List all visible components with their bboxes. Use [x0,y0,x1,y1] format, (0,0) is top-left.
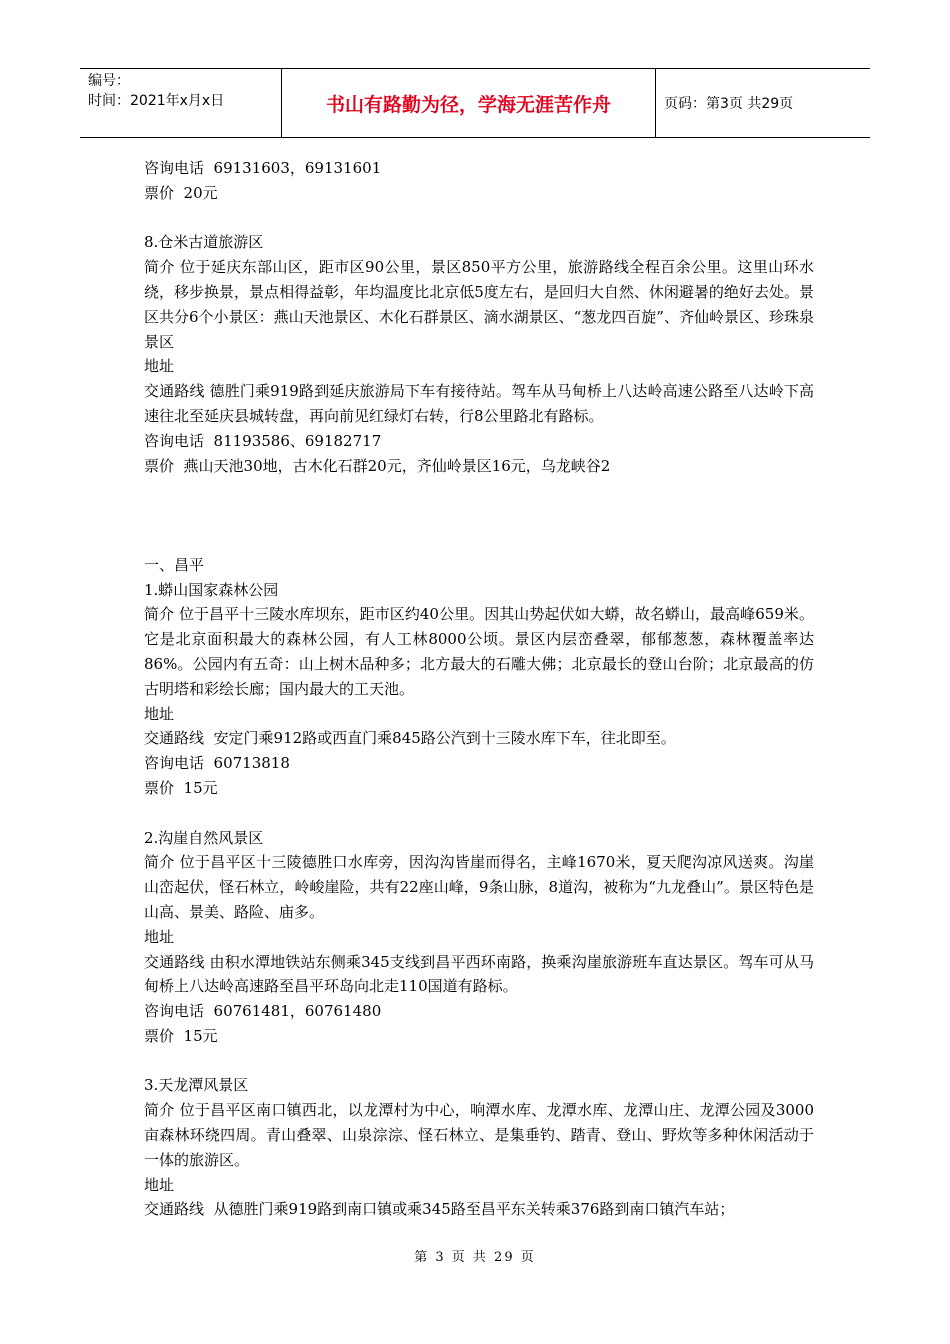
section-title: 2.沟崖自然风景区 [144,828,264,847]
header-meta [80,69,282,137]
intro-paragraph: 简介 位于延庆东部山区，距市区90公里，景区850平方公里，旅游路线全程百余公里。这里山环水绕，移步换景，景点相得益彰，年均温度比北京低5度左右，是回归大自然、休闲避暑的绝好去处。景区共分6个小景区：燕山天池景区、木化石群景区、滴水湖景区、“葱龙四百旋”、齐仙岭景区、珍珠泉景区 [144,258,814,351]
price-line: 票价 20元 [144,183,218,202]
price-line: 票价 燕山天池30地，古木化石群20元，齐仙岭景区16元，乌龙峡谷2 [144,456,611,475]
intro-paragraph: 简介 位于昌平十三陵水库坝东，距市区约40公里。因其山势起伏如大蟒，故名蟒山，最高峰659米。它是北京面积最大的森林公园，有人工林8000公顷。景区内层峦叠翠，郁郁葱葱，森林覆盖率达86%。公园内有五奇：山上树木品种多；北方最大的石雕大佛；北京最长的登山台阶；北京最高的仿古明塔和彩绘长廊；国内最大的工天池。 [144,605,814,698]
page-header [80,68,870,138]
page-footer: 第 3 页 共 29 页 [414,1250,536,1265]
phone-line: 咨询电话 60761481，60761480 [144,1002,382,1021]
header-page-code: 页码：第3页 共29页 [664,96,794,112]
route-paragraph: 交通路线 德胜门乘919路到延庆旅游局下车有接待站。驾车从马甸桥上八达岭高速公路至八达岭下高速往北至延庆县城转盘，再向前见红绿灯右转，行8公里路北有路标。 [144,382,814,425]
section-title: 8.仓米古道旅游区 [144,233,264,252]
doc-time-label: 时间：2021年x月x日 [88,93,225,109]
address-line: 地址 [144,704,175,723]
route-paragraph: 交通路线 由积水潭地铁站东侧乘345支线到昌平西环南路，换乘沟崖旅游班车直达景区。驾车可从马甸桥上八达岭高速路至昌平环岛向北走110国道有路标。 [144,952,814,996]
phone-line: 咨询电话 60713818 [144,754,290,773]
section-title: 1.蟒山国家森林公园 [144,580,279,599]
phone-line: 咨询电话 81193586、69182717 [144,431,382,450]
address-line: 地址 [144,927,175,946]
section-title: 3.天龙潭风景区 [144,1076,249,1095]
header-motto: 书山有路勤为径，学海无涯苦作舟 [282,69,656,137]
intro-paragraph: 简介 位于昌平区南口镇西北，以龙潭村为中心，响潭水库、龙潭水库、龙潭山庄、龙潭公园及3000亩森林环绕四周。青山叠翠、山泉淙淙、怪石林立、是集垂钓、踏青、登山、野炊等多种休闲活动于一体的旅游区。 [144,1101,814,1169]
region-heading: 一、昌平 [144,555,205,574]
price-line: 票价 15元 [144,778,218,797]
document-body [144,156,814,1222]
address-line: 地址 [144,1175,175,1194]
intro-paragraph: 简介 位于昌平区十三陵德胜口水库旁，因沟沟皆崖而得名，主峰1670米，夏天爬沟凉风送爽。沟崖山峦起伏，怪石林立，岭峻崖险，共有22座山峰，9条山脉，8道沟，被称为“九龙叠山”。景区特色是山高、景美、路险、庙多。 [144,853,814,921]
price-line: 票价 15元 [144,1026,218,1045]
phone-line: 咨询电话 69131603，69131601 [144,159,382,177]
route-line: 交通路线 安定门乘912路或西直门乘845路公汽到十三陵水库下车，往北即至。 [144,729,676,748]
address-line: 地址 [144,357,175,376]
route-line: 交通路线 从德胜门乘919路到南口镇或乘345路至昌平东关转乘376路到南口镇汽车站； [144,1200,735,1219]
doc-number-label: 编号： [88,73,130,89]
